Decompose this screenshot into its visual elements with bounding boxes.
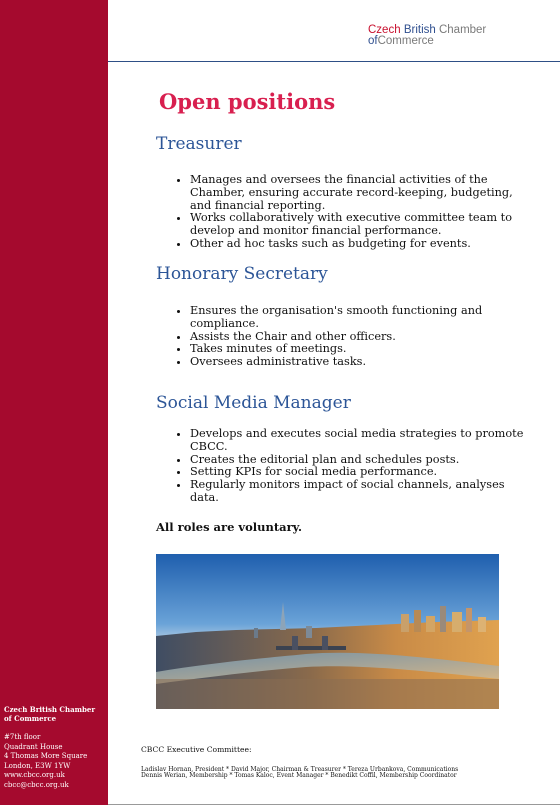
list-item: • Other ad hoc tasks such as budgeting for events. bbox=[190, 238, 530, 251]
list-item: • Oversees administrative tasks. bbox=[190, 356, 530, 369]
section-heading-treasurer: Treasurer bbox=[156, 134, 242, 154]
list-item: • Regularly monitors impact of social channels, analyses data. bbox=[190, 479, 530, 505]
page-title: Open positions bbox=[159, 89, 336, 114]
address-city: London, E3W 1YW bbox=[4, 761, 71, 770]
treasurer-duties-list bbox=[174, 174, 530, 251]
sidebar-org-line2: of Commerce bbox=[4, 714, 57, 723]
list-item: • Works collaboratively with executive committee team to develop and monitor financial performance. bbox=[190, 212, 530, 238]
list-item: • Manages and oversees the financial activities of the Chamber, ensuring accurate record-keeping, budgeting, and financial reporting. bbox=[190, 174, 530, 212]
footer-committee-line1: Ladislav Hornan, President * David Major, Chairman & Treasurer * Tereza Urbankova, Communications bbox=[141, 766, 459, 773]
social-media-duties-list bbox=[174, 428, 530, 505]
address-floor: #7th floor bbox=[4, 733, 41, 741]
list-item: • Develops and executes social media strategies to promote CBCC. bbox=[190, 428, 530, 454]
london-skyline-photo bbox=[156, 554, 499, 709]
cbcc-logo bbox=[368, 25, 486, 47]
logo-czech: Czech bbox=[368, 24, 401, 36]
footer-committee-line2: Dennis Werian, Membership * Tomas Kaloc, Event Manager * Benedikt Coffil, Membership Coordinator bbox=[141, 772, 457, 779]
list-item: • Ensures the organisation's smooth functioning and compliance. bbox=[190, 305, 530, 331]
logo-commerce: Commerce bbox=[377, 35, 434, 47]
header-divider bbox=[108, 61, 560, 62]
footer-committee-title: CBCC Executive Committee: bbox=[141, 745, 252, 754]
list-item: • Takes minutes of meetings. bbox=[190, 343, 530, 356]
voluntary-note: All roles are voluntary. bbox=[156, 520, 303, 534]
email-link[interactable]: cbcc@cbcc.org.uk bbox=[4, 780, 69, 789]
address-street: 4 Thomas More Square bbox=[4, 752, 88, 761]
sidebar-address bbox=[4, 733, 106, 791]
list-item: • Setting KPIs for social media performance. bbox=[190, 466, 530, 479]
address-building: Quadrant House bbox=[4, 742, 63, 751]
sidebar bbox=[0, 0, 108, 805]
sidebar-org-line1: Czech British Chamber bbox=[4, 705, 96, 714]
logo-of: of bbox=[368, 35, 378, 47]
website-link[interactable]: www.cbcc.org.uk bbox=[4, 771, 65, 780]
secretary-duties-list bbox=[174, 305, 530, 369]
section-heading-secretary: Honorary Secretary bbox=[156, 264, 328, 284]
sidebar-org-name bbox=[4, 705, 106, 723]
logo-chamber: Chamber bbox=[438, 24, 487, 36]
logo-british: British bbox=[403, 24, 436, 36]
list-item: • Assists the Chair and other officers. bbox=[190, 331, 530, 344]
list-item: • Creates the editorial plan and schedules posts. bbox=[190, 454, 530, 467]
section-heading-social-media: Social Media Manager bbox=[156, 393, 351, 413]
